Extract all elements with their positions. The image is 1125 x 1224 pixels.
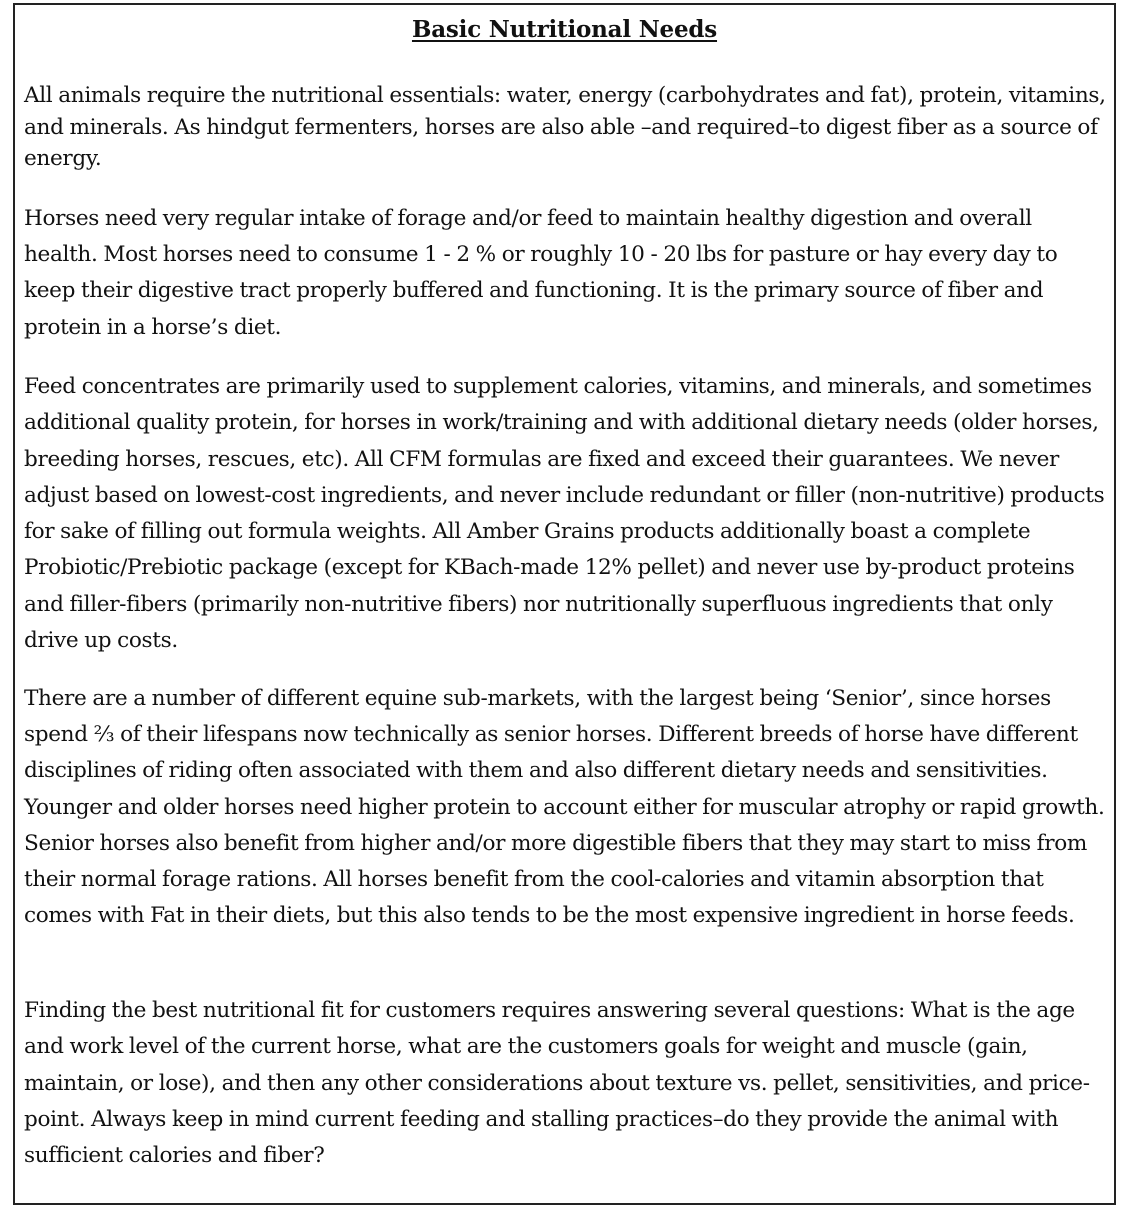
document-title: Basic Nutritional Needs — [411, 16, 718, 43]
paragraph-essentials: All animals require the nutritional essentials: water, energy (carbohydrates and fat), protein, vitamins, and minerals. As hindgut fermenters, horses are also able –and required–to digest fiber as a source of energy. — [24, 83, 1106, 171]
document-frame — [13, 3, 1116, 1205]
paragraph-finding-fit: Finding the best nutritional fit for customers requires answering several questions: What is the age and work level of the current horse, what are the customers goals for weight and muscle (gain, maintain, or lose), and then any other considerations about texture vs. pellet, sensitivities, and price-point. Always keep in mind current feeding and stalling practices–do they provide the animal with sufficient calories and fiber? — [24, 998, 1090, 1169]
paragraph-sub-markets: There are a number of different equine sub-markets, with the largest being ‘Senior’, since horses spend ⅔ of their lifespans now technically as senior horses. Different breeds of horse have different disciplines of riding often associated with them and also different dietary needs and sensitivities. Younger and older horses need higher protein to account either for muscular atrophy or rapid growth. Senior horses also benefit from higher and/or more digestible fibers that they may start to miss from their normal forage rations. All horses benefit from the cool-calories and vitamin absorption that comes with Fat in their diets, but this also tends to be the most expensive ingredient in horse feeds. — [24, 686, 1105, 929]
paragraph-forage: Horses need very regular intake of forage and/or feed to maintain healthy digestion and overall health. Most horses need to consume 1 - 2 % or roughly 10 - 20 lbs for pasture or hay every day to keep their digestive tract properly buffered and functioning. It is the primary source of fiber and protein in a horse’s diet. — [24, 206, 1058, 340]
paragraph-feed-concentrates: Feed concentrates are primarily used to supplement calories, vitamins, and minerals, and sometimes additional quality protein, for horses in work/training and with additional dietary needs (older horses, breeding horses, rescues, etc). All CFM formulas are fixed and exceed their guarantees. We never adjust based on lowest-cost ingredients, and never include redundant or filler (non-nutritive) products for sake of filling out formula weights. All Amber Grains products additionally boast a complete Probiotic/Prebiotic package (except for KBach-made 12% pellet) and never use by-product proteins and filler-fibers (primarily non-nutritive fibers) nor nutritionally superfluous ingredients that only drive up costs. — [24, 374, 1105, 654]
